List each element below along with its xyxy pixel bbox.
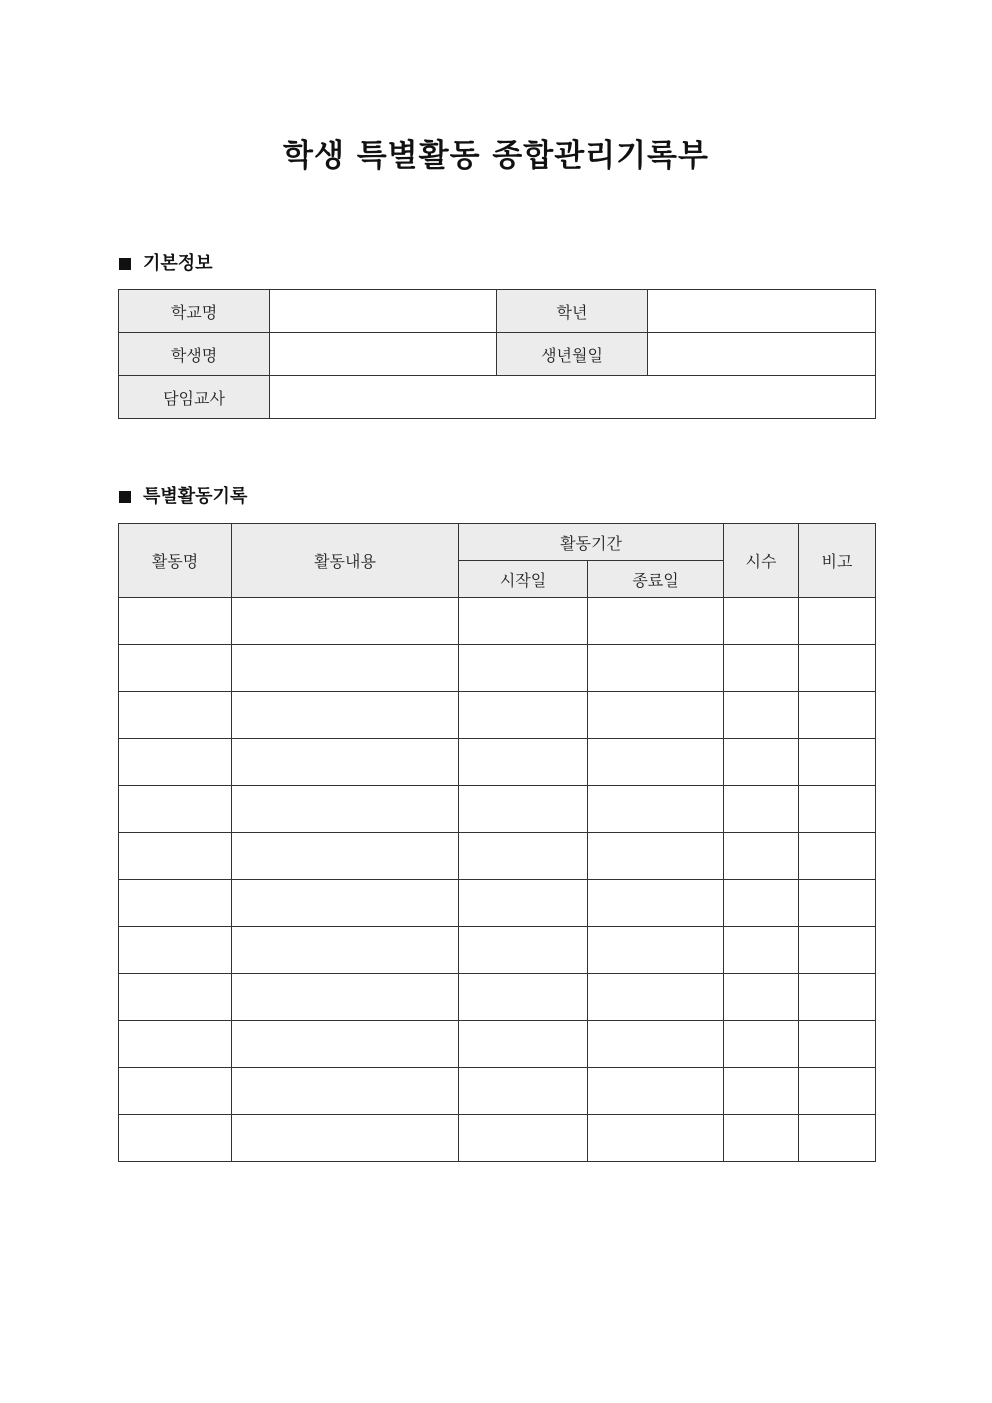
remarks-cell[interactable] [799,833,876,880]
hours-cell[interactable] [724,692,799,739]
student-name-field[interactable] [270,333,497,376]
activity-name-cell[interactable] [119,974,232,1021]
end-date-cell[interactable] [588,598,724,645]
hours-cell[interactable] [724,598,799,645]
birthdate-label: 생년월일 [497,333,648,376]
start-date-cell[interactable] [459,692,588,739]
hours-cell[interactable] [724,927,799,974]
activity-name-cell[interactable] [119,598,232,645]
end-date-cell[interactable] [588,880,724,927]
activity-content-cell[interactable] [232,692,459,739]
table-row [119,1068,876,1115]
remarks-cell[interactable] [799,786,876,833]
basic-info-heading [119,252,213,276]
remarks-cell[interactable] [799,739,876,786]
start-date-cell[interactable] [459,833,588,880]
activity-content-cell[interactable] [232,739,459,786]
start-date-cell[interactable] [459,1068,588,1115]
end-date-cell[interactable] [588,645,724,692]
end-date-cell[interactable] [588,1021,724,1068]
column-header-start-date: 시작일 [459,561,588,598]
basic-info-table [118,289,876,419]
school-name-field[interactable] [270,290,497,333]
start-date-cell[interactable] [459,927,588,974]
basic-info-heading-label: 기본정보 [143,253,213,274]
grade-label: 학년 [497,290,648,333]
hours-cell[interactable] [724,1021,799,1068]
start-date-cell[interactable] [459,1021,588,1068]
column-header-end-date: 종료일 [588,561,724,598]
end-date-cell[interactable] [588,1115,724,1162]
activity-name-cell[interactable] [119,739,232,786]
column-header-remarks: 비고 [799,524,876,598]
activity-content-cell[interactable] [232,1115,459,1162]
start-date-cell[interactable] [459,974,588,1021]
hours-cell[interactable] [724,1115,799,1162]
activity-content-cell[interactable] [232,786,459,833]
hours-cell[interactable] [724,833,799,880]
activity-name-cell[interactable] [119,786,232,833]
activity-name-cell[interactable] [119,927,232,974]
column-header-activity-name: 활동명 [119,524,232,598]
activity-content-cell[interactable] [232,1021,459,1068]
hours-cell[interactable] [724,645,799,692]
column-header-hours: 시수 [724,524,799,598]
document-title: 학생 특별활동 종합관리기록부 [283,138,709,174]
end-date-cell[interactable] [588,692,724,739]
activity-name-cell[interactable] [119,692,232,739]
table-row [119,739,876,786]
end-date-cell[interactable] [588,739,724,786]
activity-content-cell[interactable] [232,974,459,1021]
activity-record-heading-label: 특별활동기록 [143,486,248,507]
basic-info-row-school [119,290,876,333]
basic-info-row-student [119,333,876,376]
end-date-cell[interactable] [588,1068,724,1115]
square-bullet-icon [119,258,131,270]
hours-cell[interactable] [724,1068,799,1115]
activity-name-cell[interactable] [119,1115,232,1162]
hours-cell[interactable] [724,739,799,786]
activity-name-cell[interactable] [119,645,232,692]
start-date-cell[interactable] [459,880,588,927]
activity-record-table [118,523,876,1162]
grade-field[interactable] [648,290,876,333]
school-name-label: 학교명 [119,290,270,333]
end-date-cell[interactable] [588,833,724,880]
hours-cell[interactable] [724,974,799,1021]
homeroom-teacher-label: 담임교사 [119,376,270,419]
table-row [119,1115,876,1162]
remarks-cell[interactable] [799,598,876,645]
table-row [119,786,876,833]
activity-content-cell[interactable] [232,1068,459,1115]
column-header-period: 활동기간 [459,524,724,561]
remarks-cell[interactable] [799,1068,876,1115]
start-date-cell[interactable] [459,598,588,645]
remarks-cell[interactable] [799,1115,876,1162]
table-row [119,880,876,927]
hours-cell[interactable] [724,786,799,833]
activity-name-cell[interactable] [119,1021,232,1068]
homeroom-teacher-field[interactable] [270,376,876,419]
column-header-activity-content: 활동내용 [232,524,459,598]
start-date-cell[interactable] [459,645,588,692]
start-date-cell[interactable] [459,739,588,786]
activity-record-heading [119,485,247,509]
activity-name-cell[interactable] [119,1068,232,1115]
remarks-cell[interactable] [799,880,876,927]
table-row [119,1021,876,1068]
end-date-cell[interactable] [588,927,724,974]
activity-content-cell[interactable] [232,645,459,692]
table-row [119,927,876,974]
activity-name-cell[interactable] [119,833,232,880]
table-row [119,833,876,880]
birthdate-field[interactable] [648,333,876,376]
activity-name-cell[interactable] [119,880,232,927]
square-bullet-icon [119,491,131,503]
basic-info-row-teacher [119,376,876,419]
remarks-cell[interactable] [799,1021,876,1068]
activity-content-cell[interactable] [232,833,459,880]
remarks-cell[interactable] [799,692,876,739]
remarks-cell[interactable] [799,974,876,1021]
table-row [119,598,876,645]
activity-content-cell[interactable] [232,880,459,927]
end-date-cell[interactable] [588,974,724,1021]
table-row [119,974,876,1021]
start-date-cell[interactable] [459,786,588,833]
activity-header-row [119,524,876,561]
activity-content-cell[interactable] [232,927,459,974]
table-row [119,692,876,739]
activity-content-cell[interactable] [232,598,459,645]
remarks-cell[interactable] [799,645,876,692]
start-date-cell[interactable] [459,1115,588,1162]
student-name-label: 학생명 [119,333,270,376]
table-row [119,645,876,692]
hours-cell[interactable] [724,880,799,927]
end-date-cell[interactable] [588,786,724,833]
remarks-cell[interactable] [799,927,876,974]
